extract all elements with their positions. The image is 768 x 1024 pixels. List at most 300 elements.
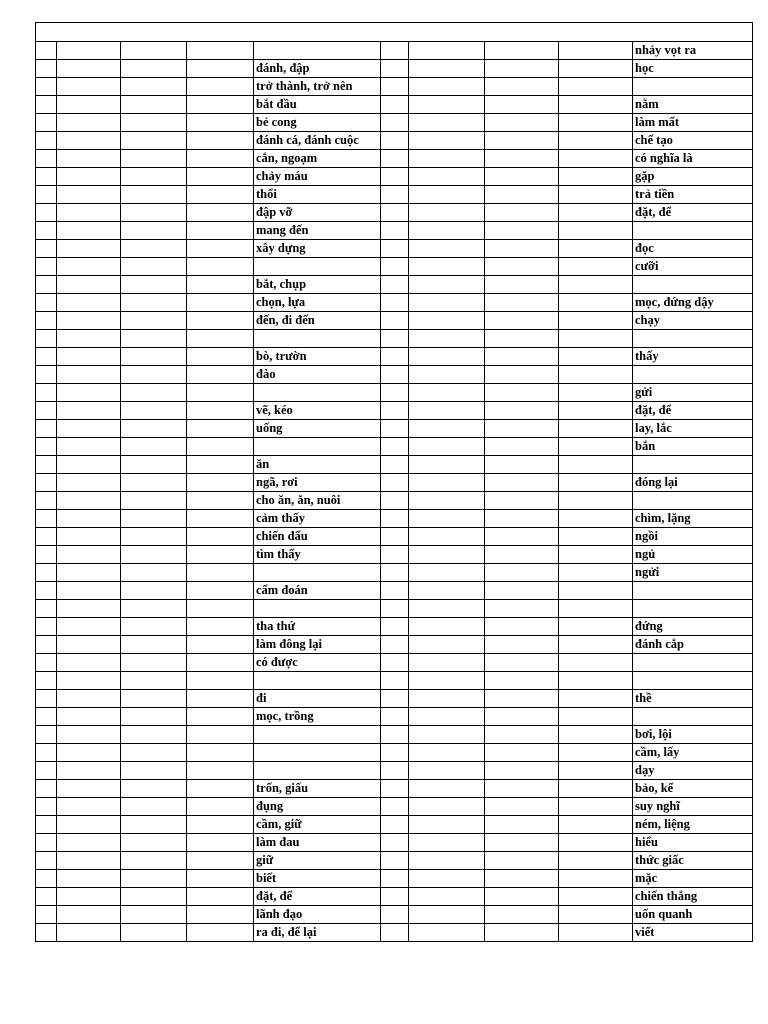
- empty-cell[interactable]: [485, 762, 559, 780]
- empty-cell[interactable]: [57, 456, 121, 474]
- empty-cell[interactable]: [409, 924, 485, 942]
- cell-meaning-left[interactable]: chảy máu: [254, 168, 381, 186]
- empty-cell[interactable]: [409, 870, 485, 888]
- cell-meaning-right[interactable]: đặt, để: [633, 402, 753, 420]
- empty-cell[interactable]: [57, 816, 121, 834]
- empty-cell[interactable]: [57, 906, 121, 924]
- empty-cell[interactable]: [485, 420, 559, 438]
- empty-cell[interactable]: [409, 654, 485, 672]
- empty-cell[interactable]: [36, 546, 57, 564]
- empty-cell[interactable]: [485, 294, 559, 312]
- empty-cell[interactable]: [57, 924, 121, 942]
- cell-meaning-right[interactable]: cưỡi: [633, 258, 753, 276]
- cell-meaning-right[interactable]: chiến thắng: [633, 888, 753, 906]
- empty-cell[interactable]: [36, 384, 57, 402]
- empty-cell[interactable]: [485, 564, 559, 582]
- empty-cell[interactable]: [187, 312, 254, 330]
- empty-cell[interactable]: [187, 564, 254, 582]
- empty-cell[interactable]: [121, 492, 187, 510]
- empty-cell[interactable]: [559, 420, 633, 438]
- empty-cell[interactable]: [409, 114, 485, 132]
- cell-meaning-right[interactable]: ném, liệng: [633, 816, 753, 834]
- empty-cell[interactable]: [409, 798, 485, 816]
- cell-meaning-left[interactable]: uống: [254, 420, 381, 438]
- empty-cell[interactable]: [187, 402, 254, 420]
- empty-cell[interactable]: [187, 420, 254, 438]
- empty-cell[interactable]: [381, 222, 409, 240]
- cell-meaning-left[interactable]: đụng: [254, 798, 381, 816]
- cell-meaning-right[interactable]: hiểu: [633, 834, 753, 852]
- empty-cell[interactable]: [409, 726, 485, 744]
- empty-cell[interactable]: [57, 348, 121, 366]
- empty-cell[interactable]: [559, 834, 633, 852]
- empty-cell[interactable]: [409, 150, 485, 168]
- cell-meaning-right[interactable]: chìm, lặng: [633, 510, 753, 528]
- cell-meaning-right[interactable]: [633, 330, 753, 348]
- empty-cell[interactable]: [559, 132, 633, 150]
- cell-meaning-right[interactable]: ngủ: [633, 546, 753, 564]
- empty-cell[interactable]: [381, 348, 409, 366]
- cell-meaning-left[interactable]: thổi: [254, 186, 381, 204]
- empty-cell[interactable]: [381, 636, 409, 654]
- empty-cell[interactable]: [57, 222, 121, 240]
- empty-cell[interactable]: [187, 456, 254, 474]
- empty-cell[interactable]: [57, 438, 121, 456]
- cell-meaning-left[interactable]: lãnh đạo: [254, 906, 381, 924]
- empty-cell[interactable]: [559, 384, 633, 402]
- empty-cell[interactable]: [485, 186, 559, 204]
- cell-meaning-left[interactable]: cầm, giữ: [254, 816, 381, 834]
- empty-cell[interactable]: [187, 168, 254, 186]
- cell-meaning-left[interactable]: cắn, ngoạm: [254, 150, 381, 168]
- empty-cell[interactable]: [121, 114, 187, 132]
- empty-cell[interactable]: [121, 474, 187, 492]
- empty-cell[interactable]: [409, 906, 485, 924]
- empty-cell[interactable]: [187, 798, 254, 816]
- empty-cell[interactable]: [559, 474, 633, 492]
- empty-cell[interactable]: [381, 330, 409, 348]
- empty-cell[interactable]: [409, 276, 485, 294]
- cell-meaning-left[interactable]: [254, 564, 381, 582]
- empty-cell[interactable]: [559, 276, 633, 294]
- cell-meaning-left[interactable]: đánh, đập: [254, 60, 381, 78]
- empty-cell[interactable]: [409, 240, 485, 258]
- empty-cell[interactable]: [121, 276, 187, 294]
- empty-cell[interactable]: [409, 636, 485, 654]
- cell-meaning-left[interactable]: đào: [254, 366, 381, 384]
- empty-cell[interactable]: [559, 654, 633, 672]
- empty-cell[interactable]: [485, 726, 559, 744]
- empty-cell[interactable]: [187, 870, 254, 888]
- empty-cell[interactable]: [121, 510, 187, 528]
- cell-meaning-left[interactable]: đi: [254, 690, 381, 708]
- empty-cell[interactable]: [187, 366, 254, 384]
- empty-cell[interactable]: [57, 168, 121, 186]
- cell-meaning-right[interactable]: mọc, đứng dậy: [633, 294, 753, 312]
- empty-cell[interactable]: [485, 744, 559, 762]
- empty-cell[interactable]: [485, 168, 559, 186]
- cell-meaning-left[interactable]: giữ: [254, 852, 381, 870]
- cell-meaning-right[interactable]: mặc: [633, 870, 753, 888]
- empty-cell[interactable]: [559, 798, 633, 816]
- cell-meaning-left[interactable]: có được: [254, 654, 381, 672]
- empty-cell[interactable]: [187, 240, 254, 258]
- empty-cell[interactable]: [57, 600, 121, 618]
- cell-meaning-left[interactable]: ngã, rơi: [254, 474, 381, 492]
- empty-cell[interactable]: [409, 348, 485, 366]
- empty-cell[interactable]: [409, 690, 485, 708]
- cell-meaning-right[interactable]: đánh cắp: [633, 636, 753, 654]
- empty-cell[interactable]: [381, 276, 409, 294]
- empty-cell[interactable]: [121, 132, 187, 150]
- empty-cell[interactable]: [121, 348, 187, 366]
- empty-cell[interactable]: [409, 294, 485, 312]
- empty-cell[interactable]: [485, 924, 559, 942]
- empty-cell[interactable]: [36, 636, 57, 654]
- cell-meaning-right[interactable]: viết: [633, 924, 753, 942]
- empty-cell[interactable]: [381, 708, 409, 726]
- empty-cell[interactable]: [57, 528, 121, 546]
- empty-cell[interactable]: [409, 96, 485, 114]
- empty-cell[interactable]: [485, 330, 559, 348]
- empty-cell[interactable]: [187, 132, 254, 150]
- empty-cell[interactable]: [36, 78, 57, 96]
- empty-cell[interactable]: [409, 168, 485, 186]
- cell-meaning-left[interactable]: [254, 600, 381, 618]
- empty-cell[interactable]: [57, 546, 121, 564]
- empty-cell[interactable]: [187, 276, 254, 294]
- empty-cell[interactable]: [57, 294, 121, 312]
- empty-cell[interactable]: [121, 366, 187, 384]
- empty-cell[interactable]: [121, 870, 187, 888]
- cell-meaning-right[interactable]: đóng lại: [633, 474, 753, 492]
- cell-meaning-left[interactable]: cho ăn, ăn, nuôi: [254, 492, 381, 510]
- empty-cell[interactable]: [36, 276, 57, 294]
- empty-cell[interactable]: [187, 186, 254, 204]
- empty-cell[interactable]: [409, 366, 485, 384]
- empty-cell[interactable]: [409, 384, 485, 402]
- empty-cell[interactable]: [36, 312, 57, 330]
- empty-cell[interactable]: [381, 240, 409, 258]
- empty-cell[interactable]: [121, 312, 187, 330]
- cell-meaning-left[interactable]: đặt, để: [254, 888, 381, 906]
- empty-cell[interactable]: [187, 636, 254, 654]
- empty-cell[interactable]: [57, 114, 121, 132]
- empty-cell[interactable]: [559, 348, 633, 366]
- empty-cell[interactable]: [381, 672, 409, 690]
- cell-meaning-left[interactable]: [254, 672, 381, 690]
- empty-cell[interactable]: [36, 582, 57, 600]
- cell-meaning-left[interactable]: [254, 384, 381, 402]
- empty-cell[interactable]: [409, 258, 485, 276]
- empty-cell[interactable]: [187, 690, 254, 708]
- empty-cell[interactable]: [381, 510, 409, 528]
- empty-cell[interactable]: [187, 762, 254, 780]
- cell-meaning-right[interactable]: [633, 222, 753, 240]
- cell-meaning-right[interactable]: đặt, để: [633, 204, 753, 222]
- empty-cell[interactable]: [36, 222, 57, 240]
- empty-cell[interactable]: [36, 564, 57, 582]
- empty-cell[interactable]: [121, 708, 187, 726]
- empty-cell[interactable]: [381, 96, 409, 114]
- empty-cell[interactable]: [485, 42, 559, 60]
- empty-cell[interactable]: [485, 276, 559, 294]
- empty-cell[interactable]: [57, 240, 121, 258]
- empty-cell[interactable]: [187, 330, 254, 348]
- empty-cell[interactable]: [381, 186, 409, 204]
- empty-cell[interactable]: [36, 816, 57, 834]
- cell-meaning-left[interactable]: [254, 744, 381, 762]
- empty-cell[interactable]: [485, 510, 559, 528]
- empty-cell[interactable]: [381, 456, 409, 474]
- empty-cell[interactable]: [187, 294, 254, 312]
- empty-cell[interactable]: [381, 618, 409, 636]
- empty-cell[interactable]: [485, 366, 559, 384]
- empty-cell[interactable]: [57, 654, 121, 672]
- empty-cell[interactable]: [187, 546, 254, 564]
- empty-cell[interactable]: [187, 528, 254, 546]
- cell-meaning-left[interactable]: [254, 258, 381, 276]
- empty-cell[interactable]: [187, 852, 254, 870]
- empty-cell[interactable]: [409, 816, 485, 834]
- empty-cell[interactable]: [121, 402, 187, 420]
- empty-cell[interactable]: [485, 222, 559, 240]
- empty-cell[interactable]: [36, 654, 57, 672]
- cell-meaning-right[interactable]: bắn: [633, 438, 753, 456]
- empty-cell[interactable]: [559, 906, 633, 924]
- cell-meaning-right[interactable]: gửi: [633, 384, 753, 402]
- empty-cell[interactable]: [381, 204, 409, 222]
- empty-cell[interactable]: [559, 600, 633, 618]
- empty-cell[interactable]: [36, 924, 57, 942]
- empty-cell[interactable]: [121, 546, 187, 564]
- empty-cell[interactable]: [381, 564, 409, 582]
- empty-cell[interactable]: [57, 150, 121, 168]
- empty-cell[interactable]: [409, 744, 485, 762]
- empty-cell[interactable]: [36, 186, 57, 204]
- empty-cell[interactable]: [381, 600, 409, 618]
- empty-cell[interactable]: [36, 618, 57, 636]
- empty-cell[interactable]: [409, 834, 485, 852]
- empty-cell[interactable]: [559, 294, 633, 312]
- empty-cell[interactable]: [381, 780, 409, 798]
- empty-cell[interactable]: [559, 744, 633, 762]
- empty-cell[interactable]: [485, 600, 559, 618]
- cell-meaning-right[interactable]: nằm: [633, 96, 753, 114]
- empty-cell[interactable]: [57, 60, 121, 78]
- empty-cell[interactable]: [36, 528, 57, 546]
- empty-cell[interactable]: [121, 258, 187, 276]
- empty-cell[interactable]: [485, 312, 559, 330]
- empty-cell[interactable]: [121, 636, 187, 654]
- empty-cell[interactable]: [559, 690, 633, 708]
- empty-cell[interactable]: [559, 708, 633, 726]
- empty-cell[interactable]: [559, 762, 633, 780]
- empty-cell[interactable]: [187, 510, 254, 528]
- cell-meaning-right[interactable]: thấy: [633, 348, 753, 366]
- cell-meaning-right[interactable]: đọc: [633, 240, 753, 258]
- empty-cell[interactable]: [559, 312, 633, 330]
- empty-cell[interactable]: [121, 294, 187, 312]
- empty-cell[interactable]: [559, 924, 633, 942]
- cell-meaning-right[interactable]: [633, 276, 753, 294]
- empty-cell[interactable]: [121, 384, 187, 402]
- empty-cell[interactable]: [381, 906, 409, 924]
- empty-cell[interactable]: [121, 420, 187, 438]
- empty-cell[interactable]: [559, 870, 633, 888]
- empty-cell[interactable]: [36, 348, 57, 366]
- empty-cell[interactable]: [36, 762, 57, 780]
- empty-cell[interactable]: [485, 150, 559, 168]
- cell-meaning-left[interactable]: trở thành, trở nên: [254, 78, 381, 96]
- empty-cell[interactable]: [559, 618, 633, 636]
- empty-cell[interactable]: [485, 708, 559, 726]
- empty-cell[interactable]: [559, 780, 633, 798]
- empty-cell[interactable]: [121, 204, 187, 222]
- empty-cell[interactable]: [36, 132, 57, 150]
- empty-cell[interactable]: [409, 132, 485, 150]
- cell-meaning-right[interactable]: dạy: [633, 762, 753, 780]
- empty-cell[interactable]: [409, 528, 485, 546]
- empty-cell[interactable]: [121, 330, 187, 348]
- cell-meaning-right[interactable]: [633, 366, 753, 384]
- empty-cell[interactable]: [36, 258, 57, 276]
- empty-cell[interactable]: [381, 762, 409, 780]
- cell-meaning-left[interactable]: chọn, lựa: [254, 294, 381, 312]
- cell-meaning-left[interactable]: đánh cá, đánh cuộc: [254, 132, 381, 150]
- empty-cell[interactable]: [57, 204, 121, 222]
- empty-cell[interactable]: [36, 492, 57, 510]
- header-cell[interactable]: [36, 23, 753, 42]
- empty-cell[interactable]: [381, 60, 409, 78]
- cell-meaning-right[interactable]: ngửi: [633, 564, 753, 582]
- empty-cell[interactable]: [409, 60, 485, 78]
- empty-cell[interactable]: [36, 672, 57, 690]
- empty-cell[interactable]: [381, 402, 409, 420]
- empty-cell[interactable]: [121, 906, 187, 924]
- empty-cell[interactable]: [409, 474, 485, 492]
- empty-cell[interactable]: [485, 402, 559, 420]
- empty-cell[interactable]: [121, 744, 187, 762]
- empty-cell[interactable]: [36, 780, 57, 798]
- empty-cell[interactable]: [187, 348, 254, 366]
- empty-cell[interactable]: [485, 78, 559, 96]
- empty-cell[interactable]: [485, 348, 559, 366]
- empty-cell[interactable]: [559, 492, 633, 510]
- cell-meaning-left[interactable]: bò, trườn: [254, 348, 381, 366]
- empty-cell[interactable]: [57, 510, 121, 528]
- empty-cell[interactable]: [381, 438, 409, 456]
- cell-meaning-left[interactable]: [254, 330, 381, 348]
- empty-cell[interactable]: [57, 420, 121, 438]
- empty-cell[interactable]: [559, 78, 633, 96]
- empty-cell[interactable]: [187, 672, 254, 690]
- cell-meaning-left[interactable]: làm đau: [254, 834, 381, 852]
- empty-cell[interactable]: [57, 330, 121, 348]
- empty-cell[interactable]: [381, 132, 409, 150]
- empty-cell[interactable]: [485, 132, 559, 150]
- empty-cell[interactable]: [121, 672, 187, 690]
- empty-cell[interactable]: [57, 312, 121, 330]
- cell-meaning-left[interactable]: bắt đầu: [254, 96, 381, 114]
- empty-cell[interactable]: [121, 798, 187, 816]
- empty-cell[interactable]: [36, 366, 57, 384]
- empty-cell[interactable]: [57, 618, 121, 636]
- empty-cell[interactable]: [485, 114, 559, 132]
- empty-cell[interactable]: [36, 888, 57, 906]
- empty-cell[interactable]: [381, 150, 409, 168]
- empty-cell[interactable]: [36, 294, 57, 312]
- empty-cell[interactable]: [57, 564, 121, 582]
- empty-cell[interactable]: [187, 258, 254, 276]
- empty-cell[interactable]: [559, 456, 633, 474]
- empty-cell[interactable]: [187, 618, 254, 636]
- empty-cell[interactable]: [485, 60, 559, 78]
- empty-cell[interactable]: [36, 726, 57, 744]
- cell-meaning-left[interactable]: biết: [254, 870, 381, 888]
- empty-cell[interactable]: [121, 528, 187, 546]
- cell-meaning-right[interactable]: bảo, kể: [633, 780, 753, 798]
- empty-cell[interactable]: [187, 78, 254, 96]
- cell-meaning-right[interactable]: chạy: [633, 312, 753, 330]
- empty-cell[interactable]: [381, 492, 409, 510]
- empty-cell[interactable]: [381, 816, 409, 834]
- empty-cell[interactable]: [36, 798, 57, 816]
- empty-cell[interactable]: [559, 726, 633, 744]
- empty-cell[interactable]: [57, 132, 121, 150]
- cell-meaning-left[interactable]: đập vỡ: [254, 204, 381, 222]
- empty-cell[interactable]: [36, 150, 57, 168]
- empty-cell[interactable]: [559, 168, 633, 186]
- cell-meaning-right[interactable]: [633, 708, 753, 726]
- empty-cell[interactable]: [381, 582, 409, 600]
- empty-cell[interactable]: [409, 42, 485, 60]
- empty-cell[interactable]: [381, 924, 409, 942]
- empty-cell[interactable]: [36, 456, 57, 474]
- empty-cell[interactable]: [559, 528, 633, 546]
- empty-cell[interactable]: [57, 798, 121, 816]
- empty-cell[interactable]: [187, 204, 254, 222]
- empty-cell[interactable]: [381, 258, 409, 276]
- empty-cell[interactable]: [559, 330, 633, 348]
- empty-cell[interactable]: [121, 168, 187, 186]
- empty-cell[interactable]: [57, 492, 121, 510]
- cell-meaning-left[interactable]: chiến đấu: [254, 528, 381, 546]
- empty-cell[interactable]: [36, 870, 57, 888]
- empty-cell[interactable]: [381, 78, 409, 96]
- cell-meaning-right[interactable]: [633, 672, 753, 690]
- cell-meaning-left[interactable]: mọc, trồng: [254, 708, 381, 726]
- empty-cell[interactable]: [409, 600, 485, 618]
- cell-meaning-left[interactable]: [254, 42, 381, 60]
- empty-cell[interactable]: [485, 636, 559, 654]
- cell-meaning-left[interactable]: cấm đoán: [254, 582, 381, 600]
- empty-cell[interactable]: [187, 654, 254, 672]
- empty-cell[interactable]: [187, 708, 254, 726]
- empty-cell[interactable]: [409, 510, 485, 528]
- empty-cell[interactable]: [381, 42, 409, 60]
- empty-cell[interactable]: [36, 438, 57, 456]
- empty-cell[interactable]: [36, 240, 57, 258]
- empty-cell[interactable]: [409, 852, 485, 870]
- empty-cell[interactable]: [121, 762, 187, 780]
- empty-cell[interactable]: [409, 420, 485, 438]
- empty-cell[interactable]: [381, 384, 409, 402]
- empty-cell[interactable]: [559, 222, 633, 240]
- empty-cell[interactable]: [57, 870, 121, 888]
- empty-cell[interactable]: [57, 42, 121, 60]
- empty-cell[interactable]: [409, 546, 485, 564]
